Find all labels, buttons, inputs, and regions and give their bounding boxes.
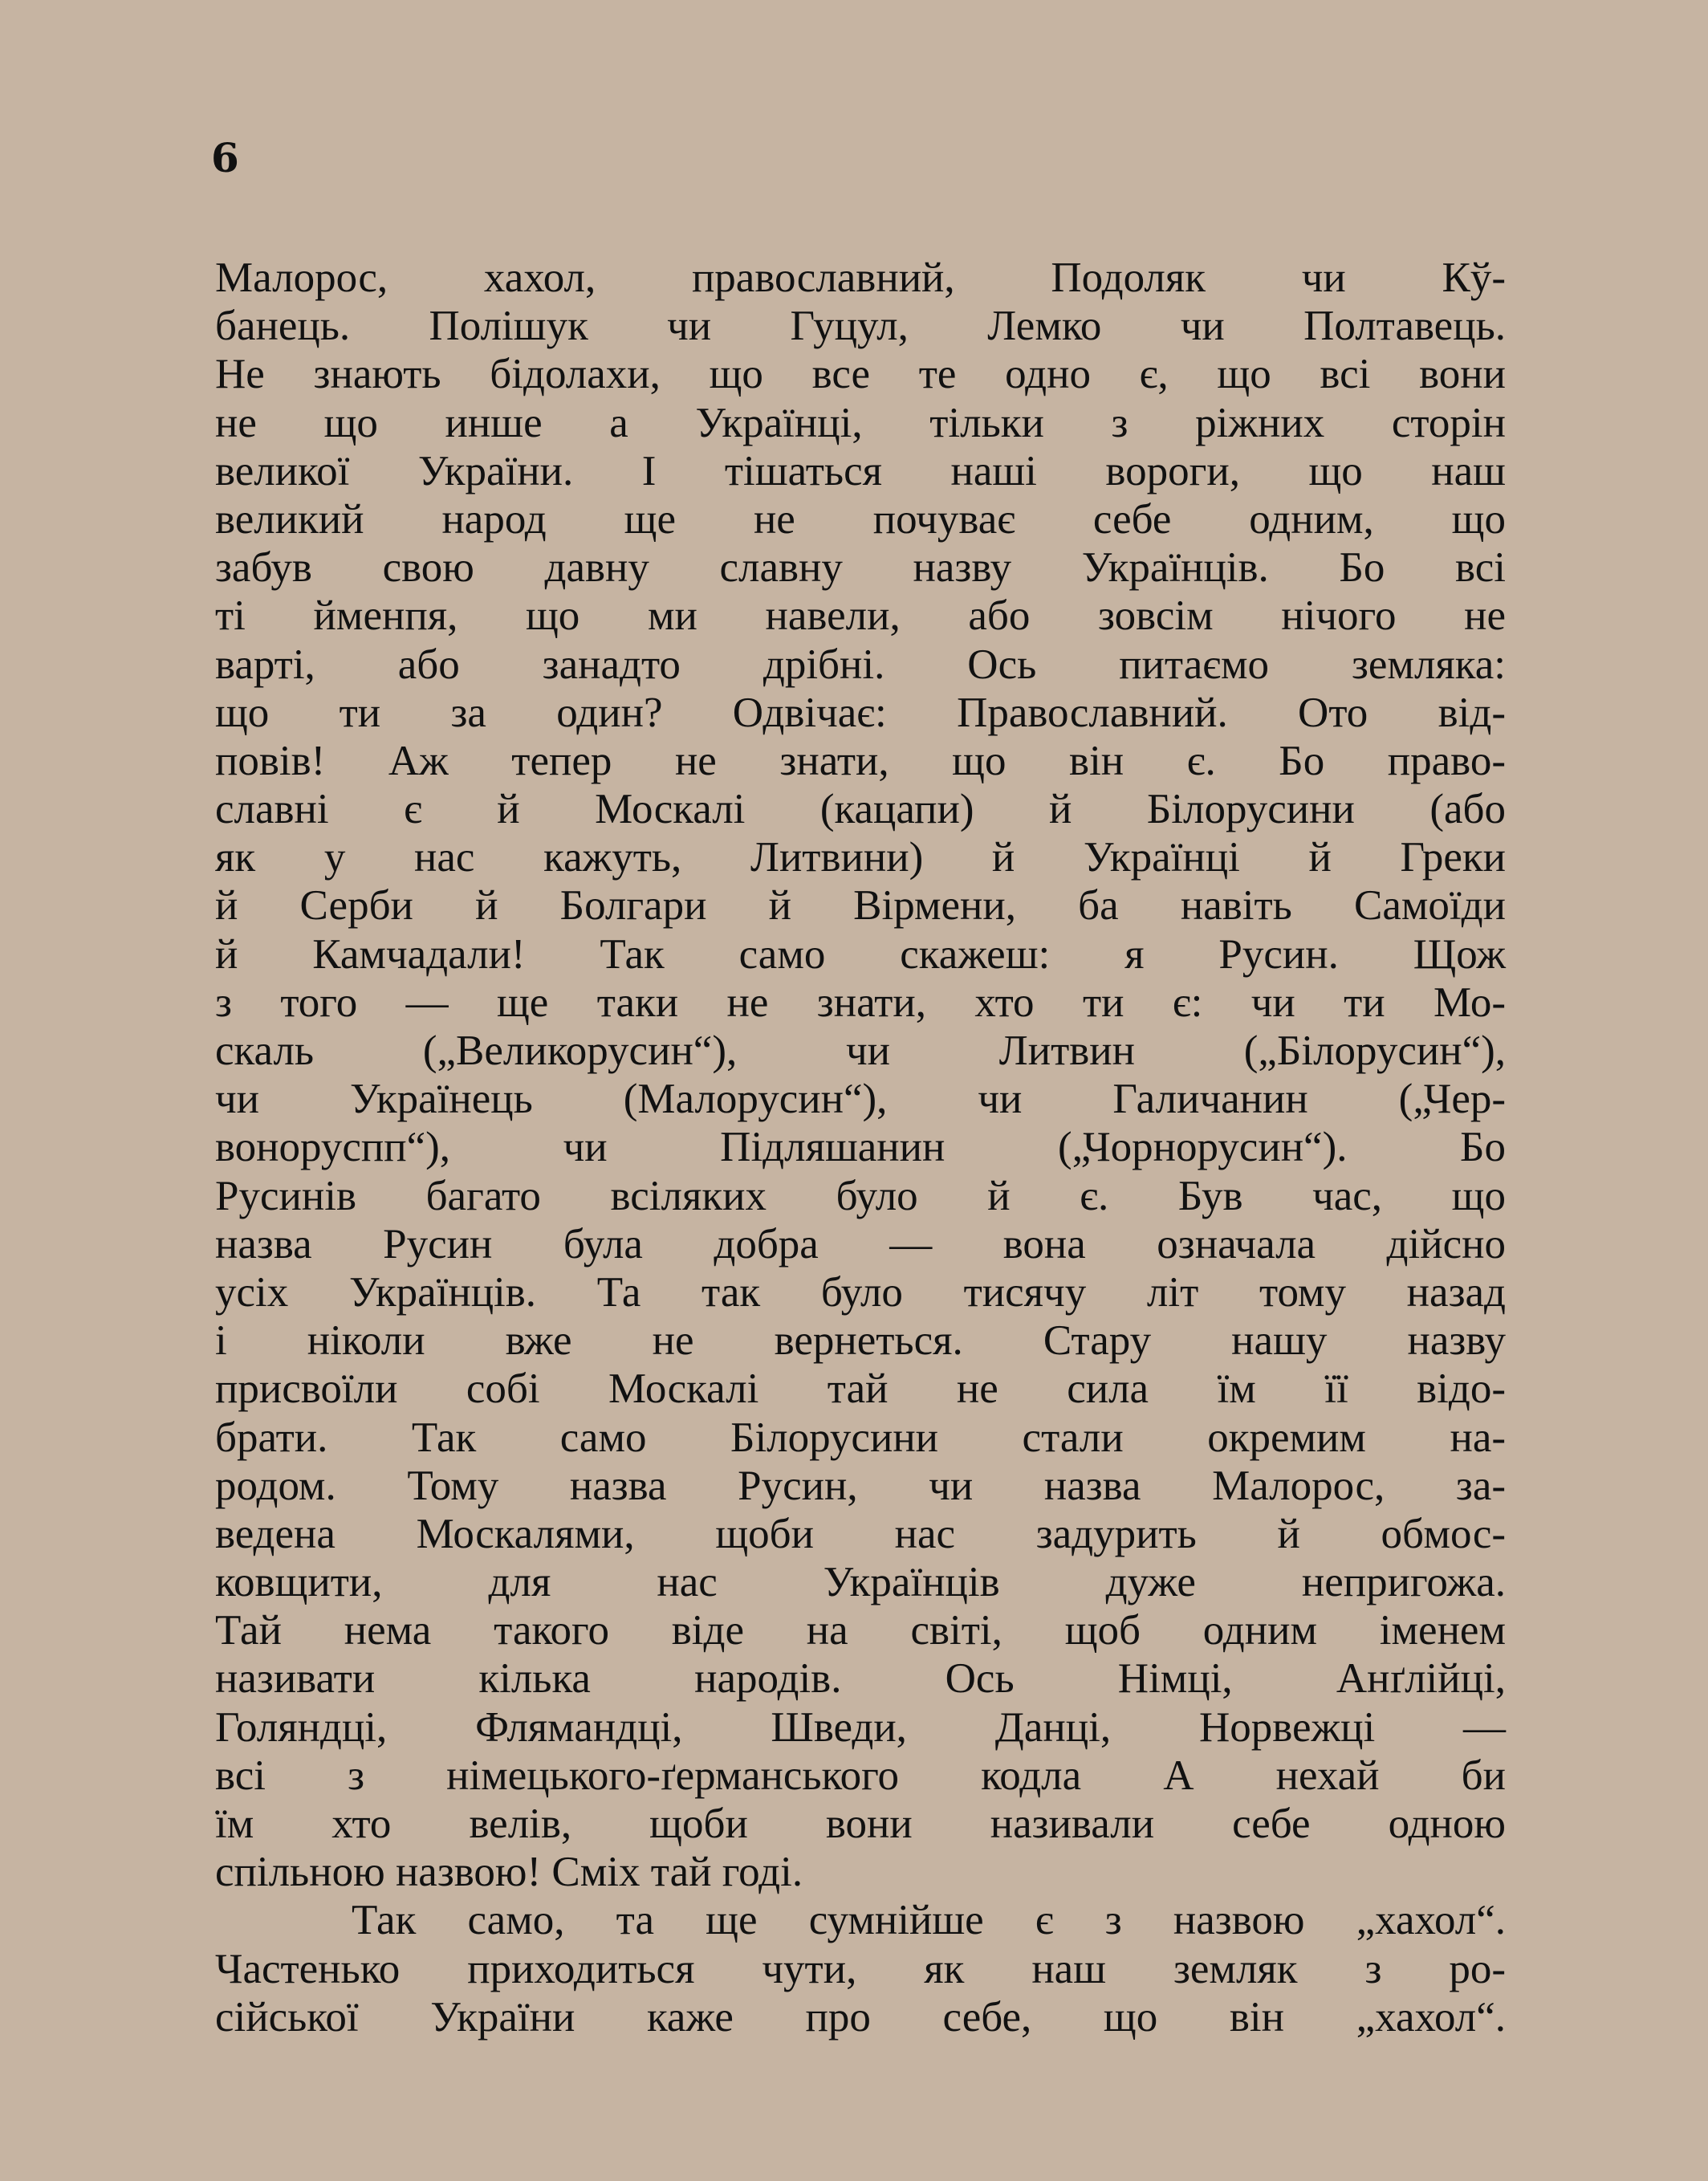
text-line: великої України. І тішаться наші вороги, що наш: [215, 447, 1506, 494]
text-line: з того — ще таки не знати, хто ти є: чи ти Мо-: [215, 979, 1506, 1026]
text-line: як у нас кажуть, Литвини) й Українці й Греки: [215, 834, 1506, 881]
text-line: варті, або занадто дрібні. Ось питаємо земляка:: [215, 641, 1506, 688]
paragraph: [215, 1896, 1506, 2041]
text-line: родом. Тому назва Русин, чи назва Малорос, за-: [215, 1462, 1506, 1509]
text-line: брати. Так само Білорусини стали окремим на-: [215, 1414, 1506, 1461]
text-line: повів! Аж тепер не знати, що він є. Бо право-: [215, 737, 1506, 784]
text-line: і ніколи вже не вернеться. Стару нашу назву: [215, 1317, 1506, 1365]
paragraph: [215, 254, 1506, 1896]
text-line: спільною назвою! Сміх тай годі.: [215, 1849, 803, 1896]
text-line: присвоїли собі Москалі тай не сила їм її відо-: [215, 1365, 1506, 1413]
text-line: славні є й Москалі (кацапи) й Білорусини (або: [215, 786, 1506, 833]
text-line: їм хто велів, щоби вони називали себе одною: [215, 1801, 1506, 1847]
text-line: назва Русин була добра — вона означала дійсно: [215, 1220, 1506, 1268]
text-line: й Камчадали! Так само скажеш: я Русин. Щож: [215, 930, 1506, 978]
text-line: скаль („Великорусин“), чи Литвин („Білорусин“),: [215, 1027, 1506, 1074]
text-line: всі з німецького-ґерманського кодла А нехай би: [215, 1752, 1506, 1799]
text-line: Малорос, хахол, православний, Подоляк чи Кў-: [215, 254, 1506, 301]
text-line: забув свою давну славну назву Українців. Бо всі: [215, 544, 1506, 592]
text-line: не що инше а Українці, тільки з ріжних сторін: [215, 399, 1506, 446]
text-line: ковщити, для нас Українців дуже непригожа.: [215, 1559, 1506, 1606]
body-text: [215, 254, 1506, 2041]
text-line: ведена Москалями, щоби нас задурить й обмос-: [215, 1510, 1506, 1557]
text-line: Так само, та ще сумнійше є з назвою „хахол“.: [352, 1897, 1506, 1944]
text-line: що ти за один? Одвічає: Православний. Ото від-: [215, 689, 1506, 736]
text-line: Не знають бідолахи, що все те одно є, що всі вони: [215, 351, 1506, 398]
text-line: банець. Полішук чи Гуцул, Лемко чи Полтавець.: [215, 303, 1506, 350]
text-line: чи Українець (Малорусин“), чи Галичанин („Чер-: [215, 1076, 1506, 1123]
text-line: великий народ ще не почуває себе одним, що: [215, 495, 1506, 543]
text-line: воноруспп“), чи Підляшанин („Чорнорусин“). Бо: [215, 1124, 1506, 1171]
text-line: усіх Українців. Та так було тисячу літ тому назад: [215, 1268, 1506, 1316]
text-line: ті йменпя, що ми навели, або зовсім нічого не: [215, 592, 1506, 640]
page-number: 6: [211, 134, 239, 181]
text-line: Голяндці, Флямандці, Шведи, Данці, Норвежці —: [215, 1703, 1506, 1751]
text-line: Русинів багато всіляких було й є. Був час, що: [215, 1172, 1506, 1219]
text-line: сійської України каже про себе, що він „хахол“.: [215, 1993, 1506, 2041]
text-line: й Серби й Болгари й Вірмени, ба навіть Самоїди: [215, 882, 1506, 930]
text-line: Частенько приходиться чути, як наш земляк з ро-: [215, 1945, 1506, 1992]
text-line: називати кілька народів. Ось Німці, Анґлійці,: [215, 1655, 1506, 1703]
text-line: Тай нема такого віде на світі, щоб одним іменем: [215, 1607, 1506, 1654]
